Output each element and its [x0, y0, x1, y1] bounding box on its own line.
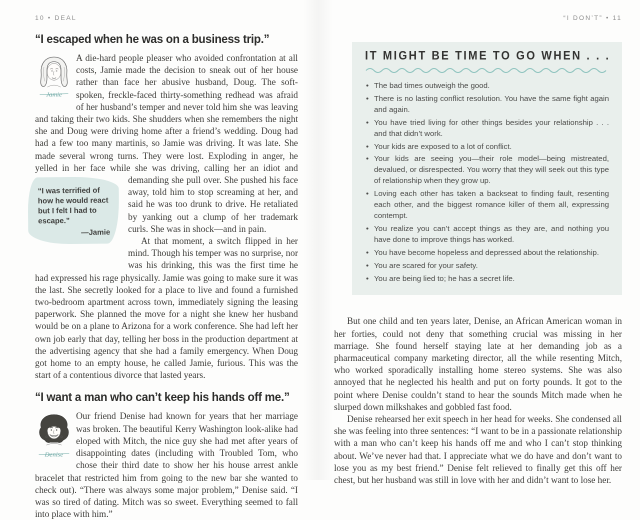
- body-paragraph: [35, 52, 298, 235]
- checklist-item: • You are being lied to; he has a secret life.: [365, 274, 609, 285]
- pull-quote: [28, 177, 120, 245]
- body-paragraph: [35, 410, 298, 520]
- checklist-item: • Your kids are seeing you—their role model—being mistreated, devalued, or disrespected. You worry that they will seek out this type of relationship when they grow up.: [365, 154, 609, 187]
- jamie-portrait-illustration: [35, 54, 73, 102]
- body-paragraph: Denise rehearsed her exit speech in her head for weeks. She condensed all she was feeling into three sentences: “I want to be in a passionate relationship with a man who can’t keep his hands off me and who I can’t stop thinking about. We’ve never had that. I appreciate what we do have and don’t want to lose you as my best friend.” Denise felt relieved to finally get this off her chest, but her husband was still in love with her and didn’t want to lose her.: [334, 414, 622, 486]
- left-page-body: [35, 52, 298, 381]
- section-heading-escaped: “I escaped when he was on a business trip.”: [35, 34, 270, 46]
- checklist-item: • There is no lasting conflict resolution. You have the same fight again and again.: [365, 94, 609, 116]
- time-to-go-callout-box: [352, 42, 622, 295]
- pull-quote-attribution: —Jamie: [81, 227, 111, 237]
- callout-box-title: IT MIGHT BE TIME TO GO WHEN . . .: [365, 49, 611, 63]
- running-head-right: “I DON’T” • 11: [563, 15, 622, 22]
- checklist-item: • You have tried living for other things besides your relationship . . . and that didn’t work.: [365, 118, 609, 140]
- checklist-item: • You have become hopeless and depressed about the relationship.: [365, 248, 609, 259]
- checklist-item: • You are scared for your safety.: [365, 261, 609, 272]
- paragraph-text: Our friend Denise had known for years that her marriage was broken. The beautiful Kerry Washington look-alike had eloped with Mitch, the nice guy she had met after years of disappointing dates (including with Troubled Tom, who chose their third date to show her his house arrest ankle bracelet that restricted him from going to the new bar she wanted to check out). “There was always some major problem,” Denise said. “I was so tired of dating. Mitch was so sweet. Everything seemed to fall into place with him.”: [35, 411, 298, 520]
- jamie-portrait-figure: [35, 54, 73, 102]
- page-gutter-shadow: [303, 0, 333, 480]
- paragraph-text: A die-hard people pleaser who avoided confrontation at all costs, Jamie made the decision to sneak out of her house rather than face her abusive husband, Doug. The soft-spoken, freckle-faced thirty-something redhead was afraid of her husband’s temper and never told him she was leaving and taking their two kids. She shudders when she remembers the night she and Doug were driving home after a friend’s wedding. Doug had had a few too many martinis, so Jamie was driving. It was late. She made several wrong turns. They were lost. Exploding in anger, he yelled in her face while she was driving, calling her an idiot and demanding she pull over. She: [35, 53, 298, 186]
- pull-quote-text: “I was terrified of how he would react but I felt I had to escape.”: [37, 185, 109, 226]
- jamie-signature: Jamie: [46, 91, 62, 99]
- left-page: [35, 15, 298, 520]
- body-paragraph: But one child and ten years later, Denise, an African American woman in her forties, could not deny that something crucial was missing in her marriage. She found herself staying late at her demanding job as a pharmaceutical company marketing director, all the while resenting Mitch, who worked sporadically installing home stereo systems. She was also annoyed that he neglected his health and put on forty pounds. It got to the point where Denise couldn’t stand to hear the sounds Mitch made when he slurped down milkshakes and gobbled fast food.: [334, 316, 622, 412]
- checklist: [365, 81, 609, 284]
- section-heading-hands: “I want a man who can’t keep his hands off me.”: [35, 392, 290, 405]
- wavy-underline: [365, 66, 607, 74]
- denise-portrait-figure: [35, 412, 73, 462]
- checklist-item: • The bad times outweigh the good.: [365, 81, 609, 92]
- denise-portrait-illustration: [35, 412, 73, 462]
- running-head-left: 10 • DEAL: [35, 15, 77, 22]
- body-paragraph: At that moment, a switch flipped in her mind. Though his temper was no surprise, nor was his drinking, this was the first time he had expressed his rage physically. Jamie was going to make sure it was the last. She secretly looked for a place to live and found a furnished two-bedroom apartment across town, immediately signing the leasing paperwork. She planned the move for a night she knew her husband would be on a plane to Arizona for a work conference. She had left her own job early that day, telling her boss in the production department at the advertising agency that she had a family emergency. When Doug got home to an empty house, he called Jamie, furious. This was the start of a contentious divorce that lasted years.: [35, 236, 298, 381]
- checklist-item: • Loving each other has taken a backseat to finding fault, resenting each other, and the biggest romance killer of them all, expressing contempt.: [365, 189, 609, 222]
- right-page: [334, 15, 622, 486]
- right-page-body: [334, 315, 622, 486]
- paragraph-text: pushed his face away, told him to stop screaming at her, and said he was too drunk to drive. He retaliated by yanking out a clump of her trademark curls. She was in shock—and in pain.: [128, 175, 298, 234]
- denise-signature: Denise: [44, 451, 64, 459]
- checklist-item: • You realize you can’t accept things as they are, and nothing you have done to improve things has worked.: [365, 224, 609, 246]
- checklist-item: • Your kids are exposed to a lot of conflict.: [365, 142, 609, 153]
- left-page-body-2: [35, 410, 298, 520]
